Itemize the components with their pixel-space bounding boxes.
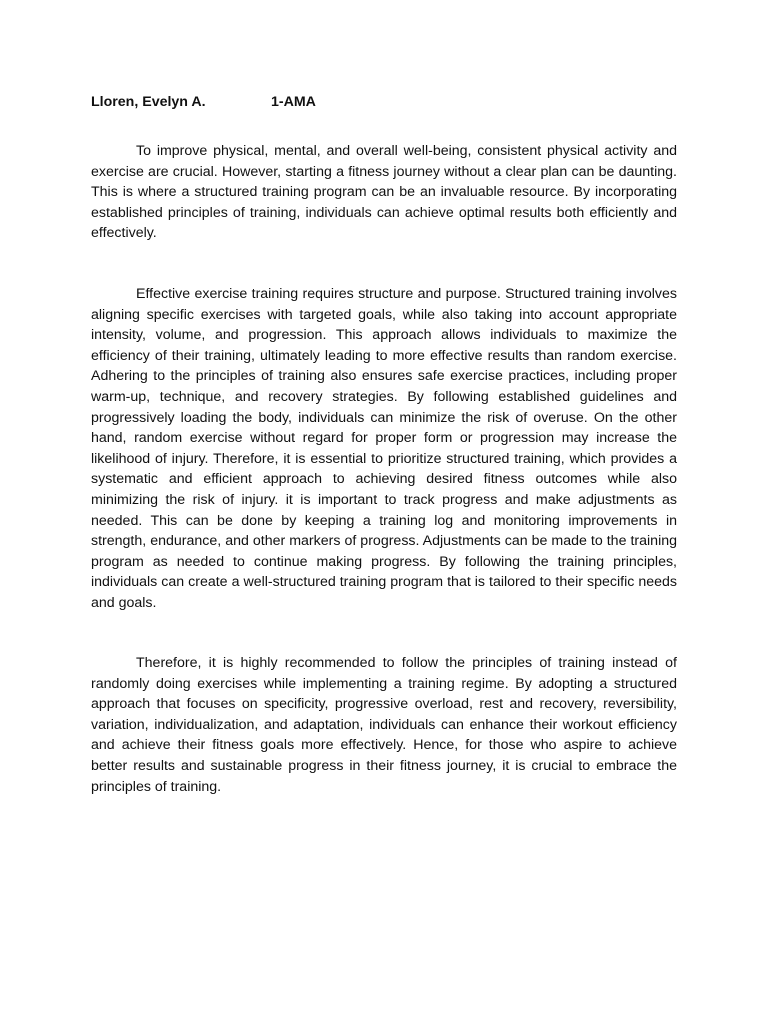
- document-header: [91, 93, 316, 111]
- paragraph-conclusion: [91, 653, 677, 797]
- paragraph-text: Therefore, it is highly recommended to follow the principles of training instead of randomly doing exercises while implementing a training regime. By adopting a structured approach that focuses on specificity, progressive overload, rest and recovery, reversibility, variation, individualization, and adaptation, individuals can enhance their workout efficiency and achieve their fitness goals more effectively. Hence, for those who aspire to achieve better results and sustainable progress in their fitness journey, it is crucial to embrace the principles of training.: [91, 655, 677, 795]
- paragraph-introduction: [91, 141, 677, 244]
- author-name: Lloren, Evelyn A.: [91, 94, 206, 110]
- paragraph-text: To improve physical, mental, and overall well-being, consistent physical activity and exercise are crucial. However, starting a fitness journey without a clear plan can be daunting. This is where a structured training program can be an invaluable resource. By incorporating established principles of training, individuals can achieve optimal results both efficiently and effectively.: [91, 143, 677, 242]
- paragraph-body: [91, 284, 677, 614]
- class-section: 1-AMA: [271, 94, 316, 110]
- paragraph-text: Effective exercise training requires structure and purpose. Structured training involves aligning specific exercises with targeted goals, while also taking into account appropriate intensity, volume, and progression. This approach allows individuals to maximize the efficiency of their training, ultimately leading to more effective results than random exercise. Adhering to the principles of training also ensures safe exercise practices, including proper warm-up, technique, and recovery strategies. By following established guidelines and progressively loading the body, individuals can minimize the risk of overuse. On the other hand, random exercise without regard for proper form or progression may increase the likelihood of injury. Therefore, it is essential to prioritize structured training, which provides a systematic and efficient approach to achieving desired fitness outcomes while also minimizing the risk of injury. it is important to track progress and make adjustments as needed. This can be done by keeping a training log and monitoring improvements in strength, endurance, and other markers of progress. Adjustments can be made to the training program as needed to continue making progress. By following the training principles, individuals can create a well-structured training program that is tailored to their specific needs and goals.: [91, 286, 677, 611]
